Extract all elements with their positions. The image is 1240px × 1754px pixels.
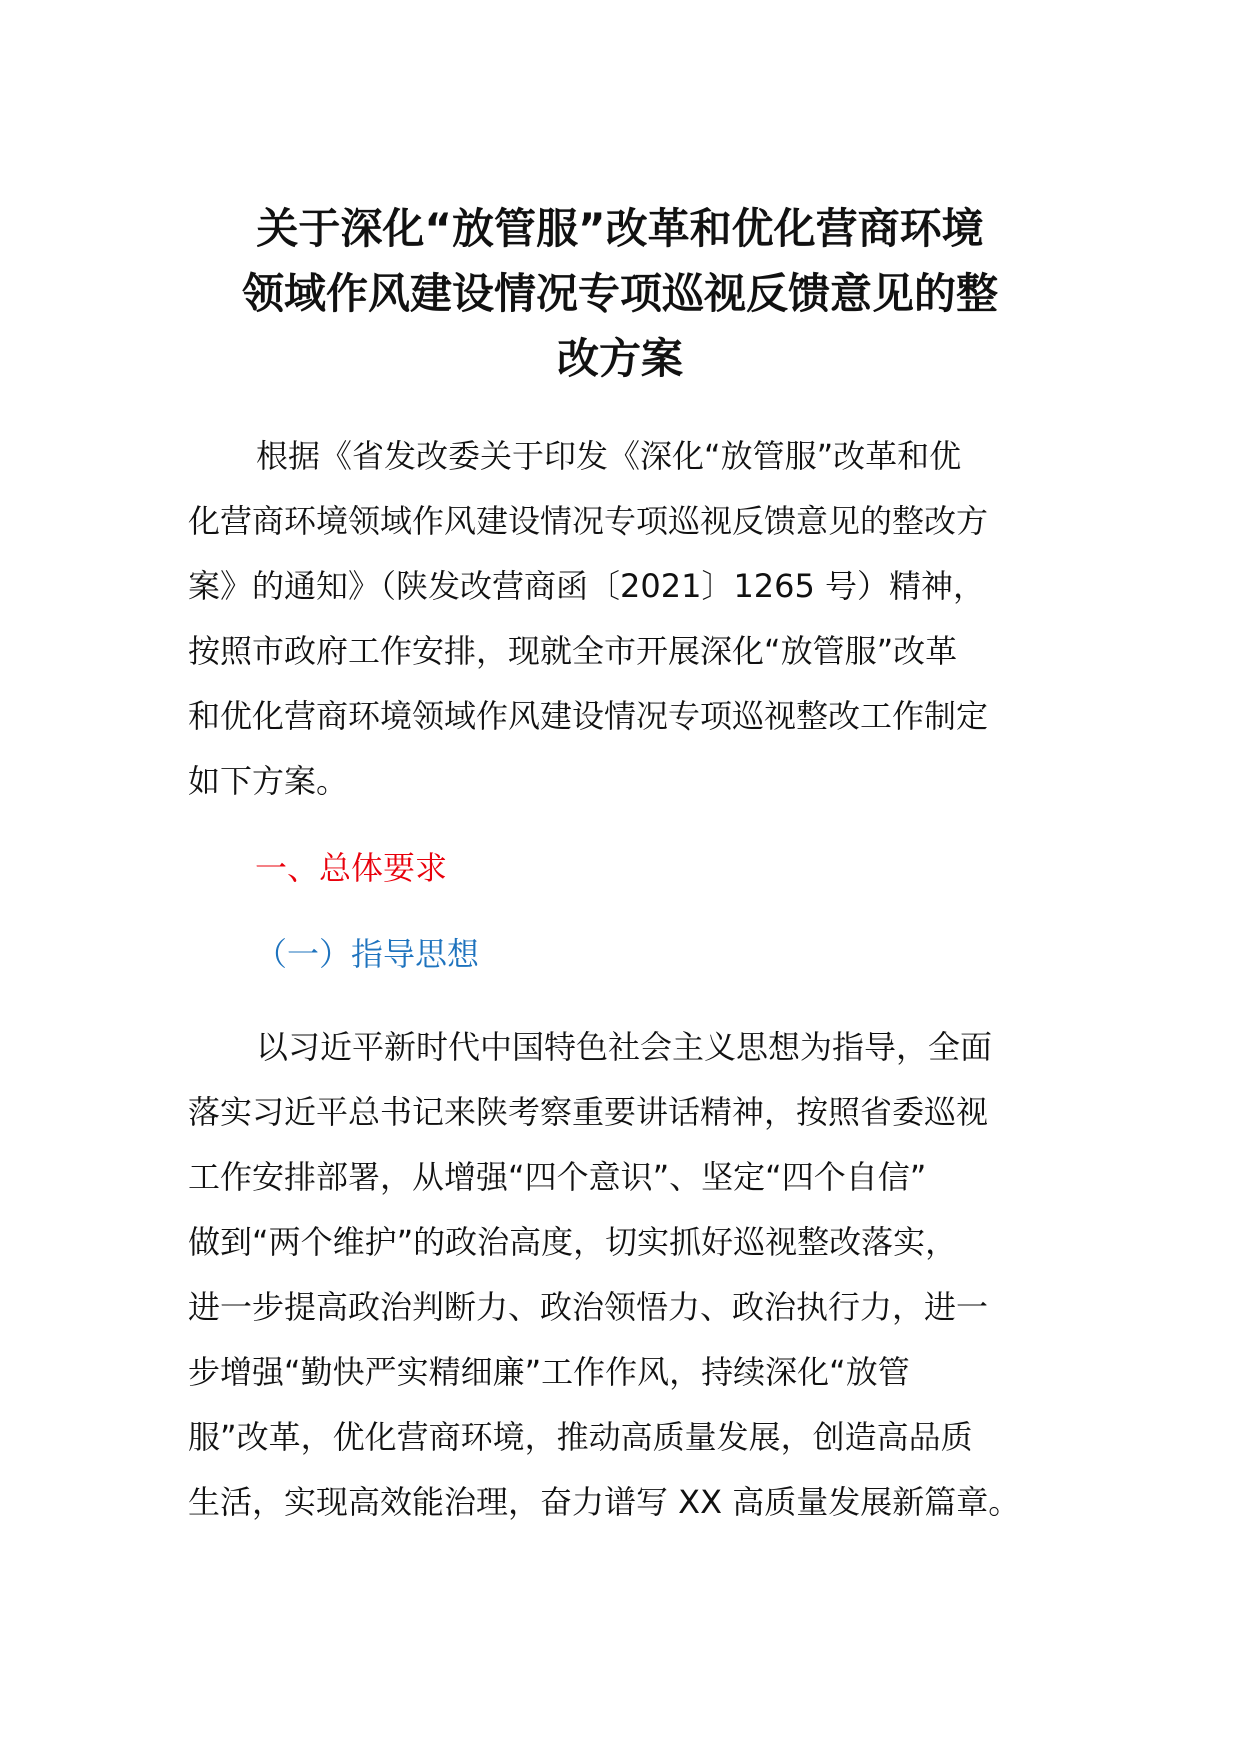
intro-line-5: 和优化营商环境领域作风建设情况专项巡视整改工作制定 (188, 697, 989, 735)
intro-line-1: 根据《省发改委关于印发《深化“放管服”改革和优 (256, 437, 962, 475)
intro-line-6: 如下方案。 (188, 762, 349, 800)
guide-line-1: 以习近平新时代中国特色社会主义思想为指导，全面 (256, 1028, 993, 1066)
intro-line-4: 按照市政府工作安排，现就全市开展深化“放管服”改革 (188, 632, 958, 670)
guide-line-4: 做到“两个维护”的政治高度，切实抓好巡视整改落实， (188, 1223, 958, 1261)
guide-line-5: 进一步提高政治判断力、政治领悟力、政治执行力，进一 (188, 1288, 989, 1326)
intro-line-2: 化营商环境领域作风建设情况专项巡视反馈意见的整改方 (188, 502, 989, 540)
guide-line-7: 服”改革，优化营商环境，推动高质量发展，创造高品质 (188, 1418, 973, 1456)
guiding-ideology-paragraph (188, 1015, 1068, 1535)
title-line-1: 关于深化“放管服”改革和优化营商环境 (256, 204, 984, 253)
guide-line-2: 落实习近平总书记来陕考察重要讲话精神，按照省委巡视 (188, 1093, 989, 1131)
guide-line-6: 步增强“勤快严实精细廉”工作作风，持续深化“放管 (188, 1353, 910, 1391)
guide-line-8: 生活，实现高效能治理，奋力谱写 XX 高质量发展新篇章。 (188, 1483, 1021, 1521)
intro-line-3: 案》的通知》（陕发改营商函〔2021〕1265 号）精神， (188, 567, 986, 605)
title-line-2: 领域作风建设情况专项巡视反馈意见的整 (241, 269, 998, 318)
guide-line-3: 工作安排部署，从增强“四个意识”、坚定“四个自信” (188, 1158, 927, 1196)
intro-paragraph (188, 424, 1068, 814)
title-line-3: 改方案 (556, 334, 683, 383)
section-1-heading: 一、总体要求 (255, 849, 448, 887)
document-title (180, 196, 1060, 391)
subsection-1-heading: （一）指导思想 (255, 935, 480, 973)
